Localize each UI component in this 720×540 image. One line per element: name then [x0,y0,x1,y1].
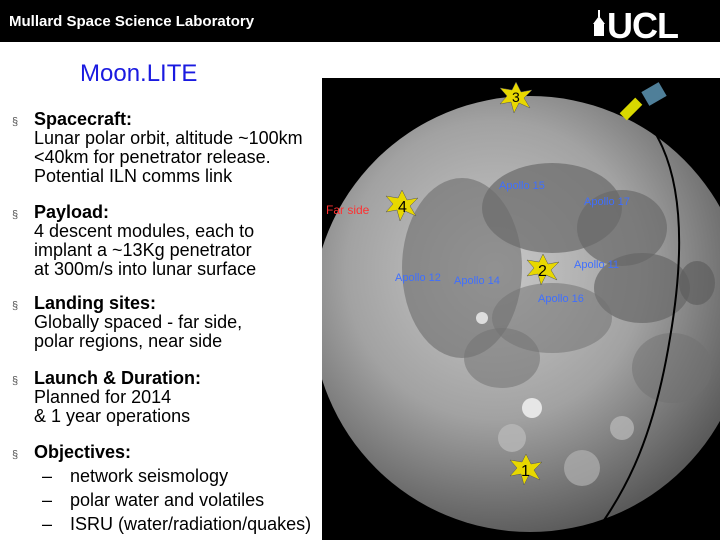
bullet-line: 4 descent modules, each to [34,221,255,241]
bullet-heading: Landing sites: [34,293,157,313]
bullet-marker: § [12,116,19,128]
tycho-crater [522,398,542,418]
slide-title: Moon.LITE [80,60,198,87]
bullet-line: Potential ILN comms link [34,166,233,186]
site-2-number: 2 [538,263,547,280]
bullet-heading: Launch & Duration: [34,368,201,388]
bullet-line: <40km for penetrator release. [34,147,271,167]
bullet-marker: § [12,300,19,312]
copernicus-crater [476,312,488,324]
ucl-logo: UCL [607,5,678,46]
bullet-marker: § [12,375,19,387]
crater [498,424,526,452]
bullet-line: at 300m/s into lunar surface [34,259,257,279]
objective-text: ISRU (water/radiation/quakes) [70,514,312,534]
bullet-marker: § [12,209,19,221]
bullet-heading: Payload: [34,202,110,222]
bullet-line: Planned for 2014 [34,387,172,407]
label-apollo-11: Apollo 11 [574,259,620,271]
label-apollo-12: Apollo 12 [395,272,441,284]
header-bar [0,0,720,46]
bullet-launch-duration [12,369,312,426]
site-1-number: 1 [521,463,530,480]
bullet-payload [12,203,312,278]
ucl-crest-icon [593,10,605,36]
objective-dash: – [42,466,53,486]
moon-image [322,78,720,540]
label-apollo-16: Apollo 16 [538,293,584,305]
moon-map [322,78,720,540]
crater [610,416,634,440]
objective-text: network seismology [70,466,229,486]
objective-item [42,515,311,534]
site-4-number: 4 [398,199,407,216]
label-apollo-17: Apollo 17 [584,196,630,208]
header-title: Mullard Space Science Laboratory [9,13,255,30]
site-3-number: 3 [512,89,520,105]
bullet-line: & 1 year operations [34,406,191,426]
bullet-objectives [12,443,342,538]
objective-dash: – [42,514,53,534]
crater [564,450,600,486]
objective-dash: – [42,490,53,510]
bullet-marker: § [12,449,19,461]
bullet-spacecraft [12,110,332,185]
bullet-line: Lunar polar orbit, altitude ~100km [34,128,303,148]
bullet-heading: Spacecraft: [34,109,133,129]
bullet-line: Globally spaced - far side, [34,312,243,332]
label-apollo-15: Apollo 15 [499,180,545,192]
label-far-side: Far side [326,203,370,217]
objective-item [42,491,264,510]
bullet-line: implant a ~13Kg penetrator [34,240,252,260]
bullet-landing-sites [12,294,312,351]
bullet-heading: Objectives: [34,442,132,462]
label-apollo-14: Apollo 14 [454,275,500,287]
mare-crisium [679,261,715,305]
mare-humorum [464,328,540,388]
mare-fecunditatis [632,333,712,403]
objective-item [42,467,228,486]
bullet-line: polar regions, near side [34,331,223,351]
objective-text: polar water and volatiles [70,490,265,510]
